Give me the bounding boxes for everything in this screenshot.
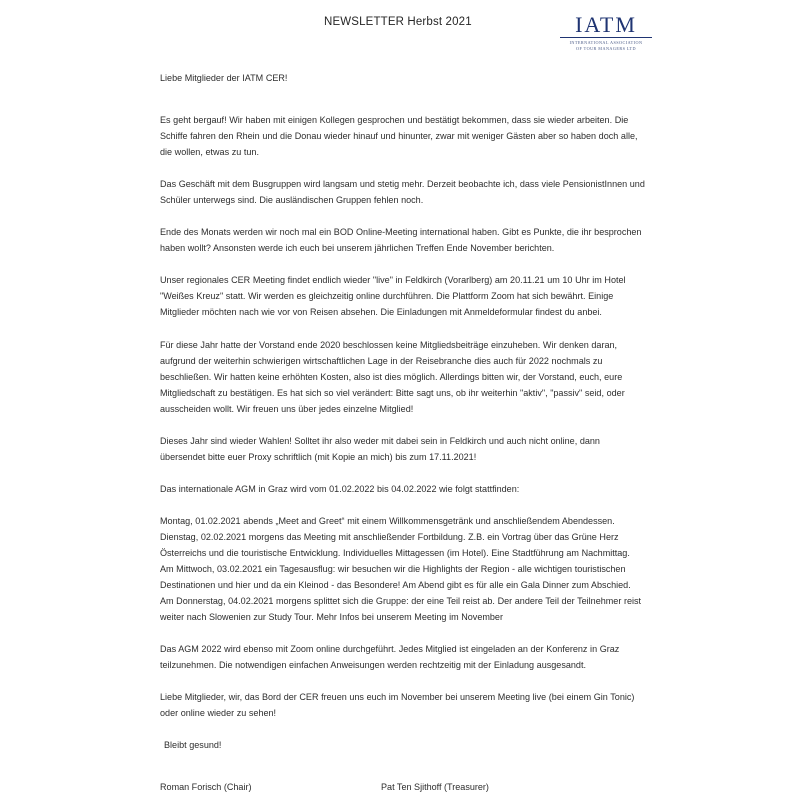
spacer [160, 721, 647, 737]
signature-chair: Roman Forisch (Chair) [160, 782, 252, 793]
spacer [160, 417, 647, 433]
signature-treasurer: Pat Ten Sjithoff (Treasurer) [381, 782, 489, 793]
spacer [160, 497, 647, 513]
schedule-item-tuesday: Dienstag, 02.02.2021 morgens das Meeting mit anschließender Fortbildung. Z.B. ein Vortrag über das Grüne Herz Österreichs und die touristische Entwicklung. Individuelles Mittagessen (im Hotel). Eine Stadtführung am Nachmittag. [160, 531, 630, 558]
spacer [160, 321, 647, 337]
closing-line: Bleibt gesund! [164, 740, 222, 751]
page-title: NEWSLETTER Herbst 2021 [324, 16, 472, 28]
paragraph-business-recovery: Es geht bergauf! Wir haben mit einigen Kollegen gesprochen und bestätigt bekommen, dass sie wieder arbeiten. Die Schiffe fahren den Rhein und die Donau wieder hinauf und hinunter, zwar mit weniger Gästen aber so haben doch alle, die wollen, etwas zu tun. [160, 115, 638, 158]
spacer [160, 753, 647, 779]
paragraph-agm-2022-zoom: Das AGM 2022 wird ebenso mit Zoom online durchgeführt. Jedes Mitglied ist eingeladen an der Konferenz in Graz teilzunehmen. Die notwendigen einfachen Anweisungen werden rechtzeitig mit der Einladung ausgesandt. [160, 644, 620, 671]
paragraph-bod-online-meeting: Ende des Monats werden wir noch mal ein BOD Online-Meeting international haben. Gibt es Punkte, die ihr besprochen haben wollt? Ansonsten werde ich euch bei unserem jährlichen Treffen Ende November berichten. [160, 227, 642, 254]
spacer [160, 86, 647, 112]
spacer [160, 465, 647, 481]
schedule-item-wednesday: Am Mittwoch, 03.02.2021 ein Tagesausflug: wir besuchen wir die Highlights der Region - alle wichtigen touristischen Destinationen und hier und da ein Kleinod - das Besondere! Am Abend gibt es für alle ein Gala Dinner zum Abschied. [160, 564, 631, 591]
spacer [160, 160, 647, 176]
logo-subtitle-line-1: INTERNATIONAL ASSOCIATION [569, 40, 643, 45]
spacer [160, 673, 647, 689]
paragraph-cer-meeting-feldkirch: Unser regionales CER Meeting findet endlich wieder "live" in Feldkirch (Vorarlberg) am 20.11.21 um 10 Uhr im Hotel "Weißes Kreuz" statt. Wir werden es gleichzeitig online durchführen. Die Plattform Zoom hat sich bewährt. Einige Mitglieder möchten nach wie vor von Reisen absehen. Die Einladungen mit Anmeldeformular findest du anbei. [160, 275, 626, 318]
iatm-logo [558, 14, 654, 52]
schedule-item-monday: Montag, 01.02.2021 abends „Meet and Greet“ mit einem Willkommensgetränk und anschließendem Abendessen. [160, 515, 615, 526]
document-header [0, 0, 800, 62]
paragraph-closing-invitation: Liebe Mitglieder, wir, das Bord der CER freuen uns euch im November bei unserem Meeting live (bei einem Gin Tonic) oder online wieder zu sehen! [160, 692, 635, 719]
salutation: Liebe Mitglieder der IATM CER! [160, 73, 288, 83]
letter-body [160, 70, 647, 797]
paragraph-membership-fees: Für diese Jahr hatte der Vorstand ende 2020 beschlossen keine Mitgliedsbeiträge einzuheben. Wir denken daran, aufgrund der weiterhin schwierigen wirtschaftlichen Lage in der Reisebranche dies auch für 2022 nochmals zu beschließen. Wir hatten keine erhöhten Kosten, also ist dies möglich. Allerdings bitten wir, der Vorstand, euch, eure Mitgliedschaft zu bestätigen. Es hat sich so viel verändert: Bitte sagt uns, ob ihr weiterhin "aktiv", "passiv" seid, oder ausscheiden wollt. Wir freuen uns über jedes einzelne Mitglied! [160, 339, 625, 414]
logo-subtitle-line-2: OF TOUR MANAGERS LTD [576, 46, 636, 52]
logo-divider-rule [560, 37, 652, 38]
schedule-item-thursday: Am Donnerstag, 04.02.2021 morgens splittet sich die Gruppe: der eine Teil reist ab. Der andere Teil der Teilnehmer reist weiter nach Slowenien zur Study Tour. Mehr Infos bei unserem Meeting im November [160, 596, 642, 623]
paragraph-elections-proxy: Dieses Jahr sind wieder Wahlen! Solltet ihr also weder mit dabei sein in Feldkirch und auch nicht online, dann übersendet bitte euer Proxy schriftlich (mit Kopie an mich) bis zum 17.11.2021! [160, 435, 600, 462]
spacer [160, 208, 647, 224]
spacer [160, 256, 647, 272]
signature-block [160, 779, 647, 797]
spacer [160, 625, 647, 641]
paragraph-agm-graz-intro: Das internationale AGM in Graz wird vom 01.02.2022 bis 04.02.2022 wie folgt stattfinden: [160, 483, 520, 494]
paragraph-bus-groups: Das Geschäft mit dem Busgruppen wird langsam und stetig mehr. Derzeit beobachte ich, dass viele PensionistInnen und Schüler unterwegs sind. Die ausländischen Gruppen fehlen noch. [160, 179, 645, 206]
logo-wordmark: IATM [575, 12, 637, 37]
